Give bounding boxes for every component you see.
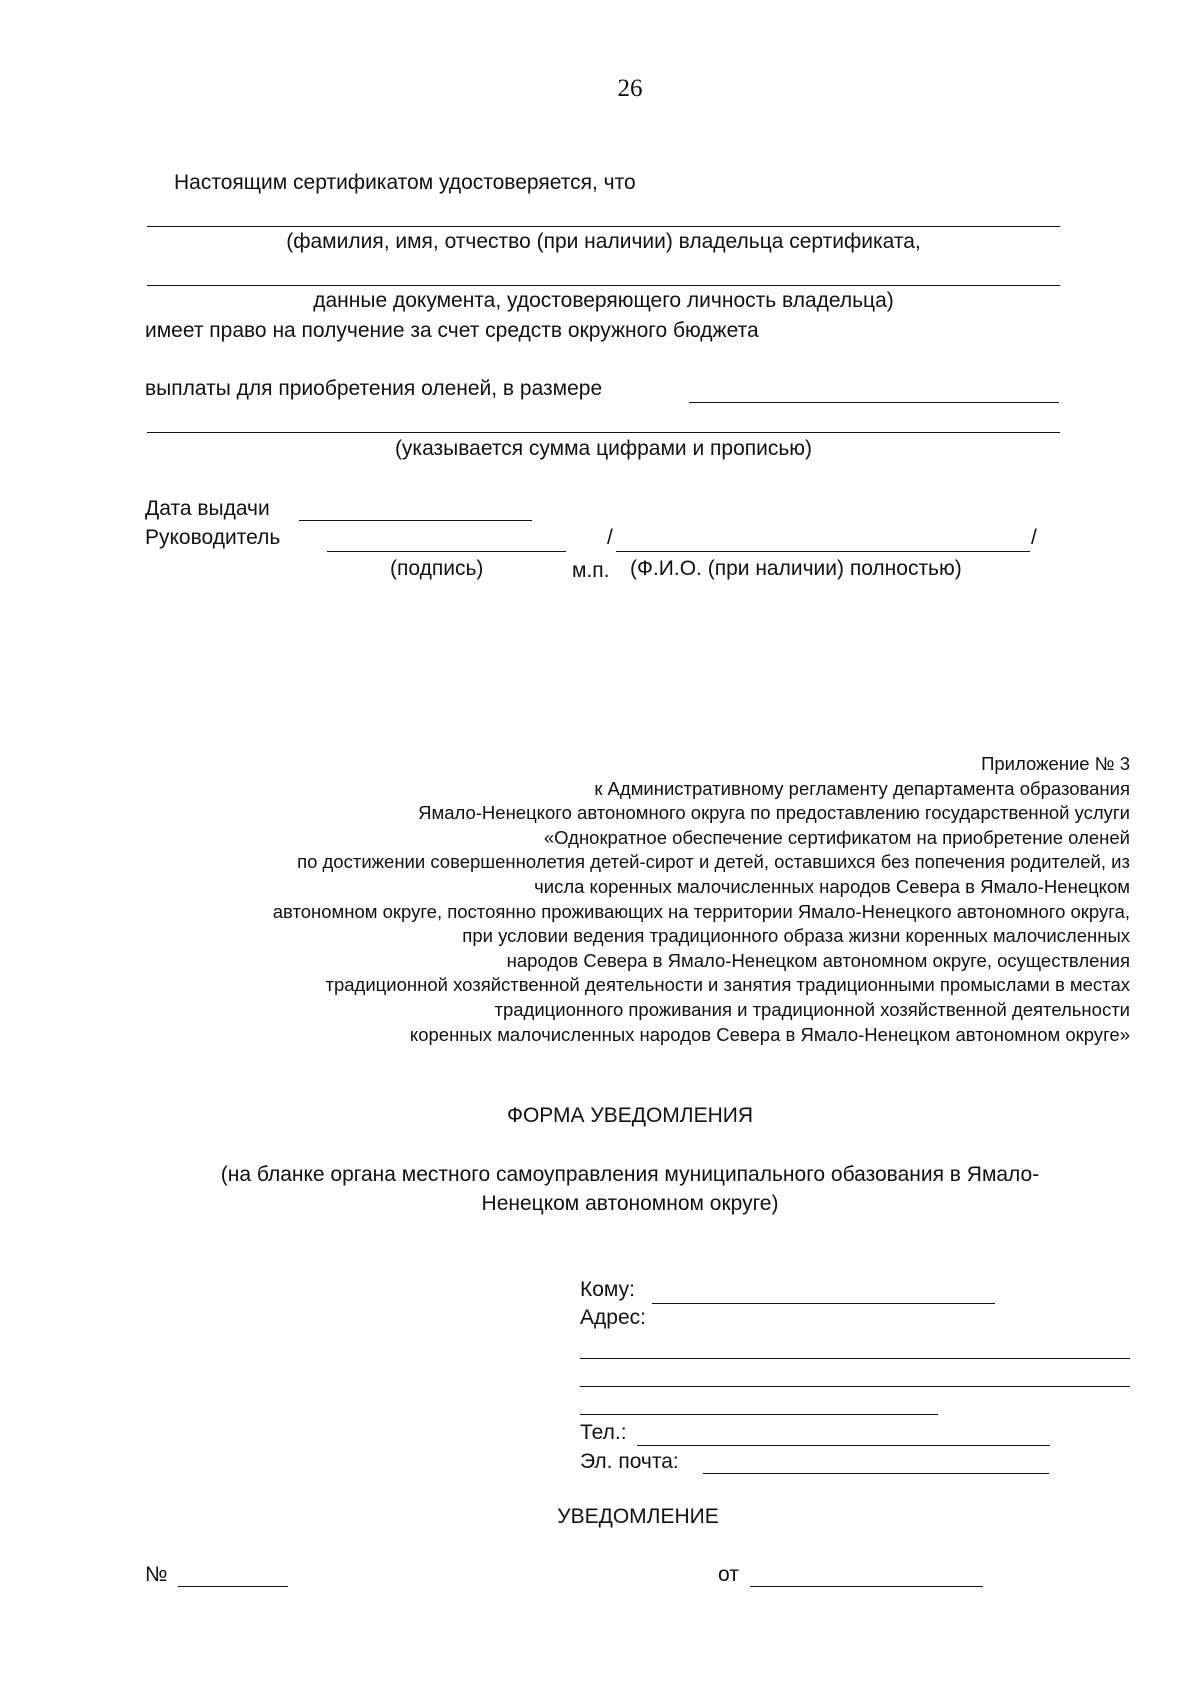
form-subtitle-line2: Ненецком автономном округе) [481, 1192, 779, 1215]
number-label: № [145, 1563, 168, 1586]
certificate-intro: Настоящим сертификатом удостоверяется, что [174, 171, 636, 194]
slash-right: / [1031, 526, 1037, 549]
date-field-line[interactable] [750, 1586, 983, 1587]
seal-caption: м.п. [572, 559, 610, 582]
address-line-3[interactable] [580, 1414, 938, 1415]
appendix-line: традиционного проживания и традиционной хозяйственной деятельности [494, 998, 1130, 1020]
form-title: ФОРМА УВЕДОМЛЕНИЯ [506, 1104, 754, 1127]
appendix-line: числа коренных малочисленных народов Севера в Ямало-Ненецком [534, 875, 1130, 897]
phone-label: Тел.: [580, 1421, 627, 1444]
appendix-line: к Административному регламенту департамента образования [594, 777, 1130, 799]
issue-date-line[interactable] [299, 520, 532, 521]
appendix-line: Приложение № 3 [981, 753, 1130, 774]
head-label: Руководитель [145, 526, 281, 549]
issue-date-label: Дата выдачи [145, 497, 270, 520]
from-label: от [718, 1563, 739, 1586]
payment-label: выплаты для приобретения оленей, в размере [145, 377, 603, 400]
email-label: Эл. почта: [580, 1450, 679, 1473]
fullname-line[interactable] [616, 551, 1030, 552]
appendix-line: автономном округе, постоянно проживающих на территории Ямало-Ненецкого автономного округа, [272, 900, 1130, 922]
address-line-1[interactable] [580, 1358, 1130, 1359]
appendix-line: традиционной хозяйственной деятельности и занятия традиционными промыслами в местах [325, 974, 1130, 996]
amount-field-line[interactable] [689, 402, 1059, 403]
appendix-line: при условии ведения традиционного образа жизни коренных малочисленных [462, 925, 1130, 947]
owner-name-line[interactable] [147, 226, 1060, 227]
signature-line[interactable] [327, 551, 566, 552]
phone-field-line[interactable] [637, 1445, 1050, 1446]
appendix-line: по достижении совершеннолетия детей-сирот и детей, оставшихся без попечения родителей, из [297, 851, 1130, 873]
form-subtitle-line1: (на бланке органа местного самоуправления муниципального обазования в Ямало- [220, 1163, 1040, 1186]
to-field-line[interactable] [652, 1303, 995, 1304]
appendix-line: народов Севера в Ямало-Ненецком автономном округе, осуществления [506, 949, 1130, 971]
appendix-line: Ямало-Ненецкого автономного округа по предоставлению государственной услуги [418, 802, 1130, 824]
document-data-line[interactable] [147, 285, 1060, 286]
right-text: имеет право на получение за счет средств окружного бюджета [145, 319, 759, 342]
notice-heading: УВЕДОМЛЕНИЕ [557, 1505, 719, 1528]
address-label: Адрес: [580, 1306, 646, 1329]
page-number: 26 [617, 75, 643, 102]
number-field-line[interactable] [178, 1586, 288, 1587]
fullname-caption: (Ф.И.О. (при наличии) полностью) [630, 557, 962, 580]
appendix-block [100, 752, 1130, 1047]
appendix-line: «Однократное обеспечение сертификатом на приобретение оленей [543, 826, 1130, 848]
amount-words-line[interactable] [147, 432, 1060, 433]
slash-left: / [607, 526, 613, 549]
amount-caption: (указывается сумма цифрами и прописью) [394, 437, 813, 460]
to-label: Кому: [580, 1278, 635, 1301]
address-line-2[interactable] [580, 1386, 1130, 1387]
signature-caption: (подпись) [390, 557, 484, 580]
owner-caption: (фамилия, имя, отчество (при наличии) владельца сертификата, [286, 230, 921, 253]
document-caption: данные документа, удостоверяющего личность владельца) [313, 289, 894, 312]
email-field-line[interactable] [703, 1473, 1049, 1474]
appendix-line: коренных малочисленных народов Севера в Ямало-Ненецком автономном округе» [409, 1023, 1130, 1045]
